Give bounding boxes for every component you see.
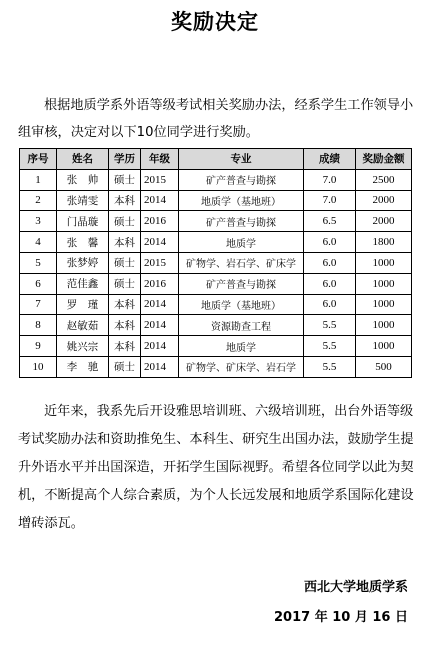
cell-grade: 2016: [141, 273, 179, 294]
cell-degree: 本科: [109, 315, 141, 336]
cell-index: 4: [20, 232, 57, 253]
table-row: [20, 273, 412, 294]
cell-score: 6.0: [304, 232, 356, 253]
table-row: [20, 169, 412, 190]
cell-name: 罗 瑾: [57, 294, 109, 315]
cell-index: 2: [20, 190, 57, 211]
cell-major: 地质学（基地班）: [179, 190, 304, 211]
cell-name: 张靖雯: [57, 190, 109, 211]
cell-grade: 2014: [141, 336, 179, 357]
cell-degree: 本科: [109, 336, 141, 357]
cell-grade: 2014: [141, 190, 179, 211]
cell-major: 地质学（基地班）: [179, 294, 304, 315]
document-title: 奖励决定: [171, 10, 259, 34]
cell-degree: 硕士: [109, 252, 141, 273]
cell-major: 地质学: [179, 336, 304, 357]
cell-score: 6.0: [304, 294, 356, 315]
cell-index: 3: [20, 211, 57, 232]
cell-major: 资源勘查工程: [179, 315, 304, 336]
table-row: [20, 190, 412, 211]
cell-amount: 1000: [356, 252, 412, 273]
cell-grade: 2015: [141, 252, 179, 273]
cell-amount: 1800: [356, 232, 412, 253]
intro-paragraph: 根据地质学系外语等级考试相关奖励办法，经系学生工作领导小组审核，决定对以下10位同学进行奖励。: [18, 98, 414, 140]
cell-name: 赵敏茹: [57, 315, 109, 336]
cell-major: 地质学: [179, 232, 304, 253]
table-row: [20, 356, 412, 377]
cell-index: 6: [20, 273, 57, 294]
cell-amount: 1000: [356, 315, 412, 336]
signature-organization: 西北大学地质学系: [303, 580, 408, 595]
table-row: [20, 211, 412, 232]
cell-score: 5.5: [304, 356, 356, 377]
header-major: 专业: [179, 149, 304, 170]
cell-name: 张 馨: [57, 232, 109, 253]
cell-name: 门晶璇: [57, 211, 109, 232]
cell-score: 6.0: [304, 252, 356, 273]
cell-major: 矿产普查与勘探: [179, 273, 304, 294]
cell-score: 7.0: [304, 169, 356, 190]
cell-name: 李 驰: [57, 356, 109, 377]
cell-grade: 2014: [141, 232, 179, 253]
cell-score: 7.0: [304, 190, 356, 211]
cell-amount: 2000: [356, 190, 412, 211]
cell-score: 6.5: [304, 211, 356, 232]
cell-name: 范佳鑫: [57, 273, 109, 294]
cell-degree: 硕士: [109, 211, 141, 232]
table-row: [20, 252, 412, 273]
header-amount: 奖励金额: [356, 149, 412, 170]
cell-grade: 2014: [141, 294, 179, 315]
header-degree: 学历: [109, 149, 141, 170]
cell-major: 矿产普查与勘探: [179, 169, 304, 190]
table-row: [20, 336, 412, 357]
cell-index: 10: [20, 356, 57, 377]
cell-grade: 2016: [141, 211, 179, 232]
cell-score: 5.5: [304, 336, 356, 357]
table-header-row: [20, 149, 412, 170]
cell-amount: 1000: [356, 294, 412, 315]
cell-index: 8: [20, 315, 57, 336]
cell-amount: 1000: [356, 336, 412, 357]
cell-index: 7: [20, 294, 57, 315]
table-row: [20, 232, 412, 253]
cell-score: 6.0: [304, 273, 356, 294]
cell-degree: 本科: [109, 232, 141, 253]
cell-name: 姚兴宗: [57, 336, 109, 357]
cell-major: 矿物学、岩石学、矿床学: [179, 252, 304, 273]
table-row: [20, 294, 412, 315]
table-row: [20, 315, 412, 336]
header-index: 序号: [20, 149, 57, 170]
cell-index: 1: [20, 169, 57, 190]
header-score: 成绩: [304, 149, 356, 170]
cell-name: 张梦婷: [57, 252, 109, 273]
cell-grade: 2014: [141, 356, 179, 377]
cell-grade: 2014: [141, 315, 179, 336]
cell-degree: 硕士: [109, 169, 141, 190]
cell-degree: 本科: [109, 190, 141, 211]
cell-amount: 2500: [356, 169, 412, 190]
cell-degree: 本科: [109, 294, 141, 315]
cell-amount: 1000: [356, 273, 412, 294]
cell-index: 9: [20, 336, 57, 357]
header-grade: 年级: [141, 149, 179, 170]
cell-name: 张 帅: [57, 169, 109, 190]
cell-major: 矿物学、矿床学、岩石学: [179, 356, 304, 377]
cell-major: 矿产普查与勘探: [179, 211, 304, 232]
cell-grade: 2015: [141, 169, 179, 190]
cell-index: 5: [20, 252, 57, 273]
award-table: [19, 148, 412, 378]
cell-degree: 硕士: [109, 356, 141, 377]
body-paragraph: 近年来，我系先后开设雅思培训班、六级培训班，出台外语等级考试奖励办法和资助推免生、本科生、研究生出国办法，鼓励学生提升外语水平并出国深造，开拓学生国际视野。希望各位同学以此为契机，不断提高个人综合素质，为个人长远发展和地质学系国际化建设增砖添瓦。: [18, 404, 414, 531]
cell-amount: 2000: [356, 211, 412, 232]
cell-degree: 硕士: [109, 273, 141, 294]
cell-amount: 500: [356, 356, 412, 377]
cell-score: 5.5: [304, 315, 356, 336]
signature-date: 2017 年 10 月 16 日: [274, 610, 408, 625]
header-name: 姓名: [57, 149, 109, 170]
